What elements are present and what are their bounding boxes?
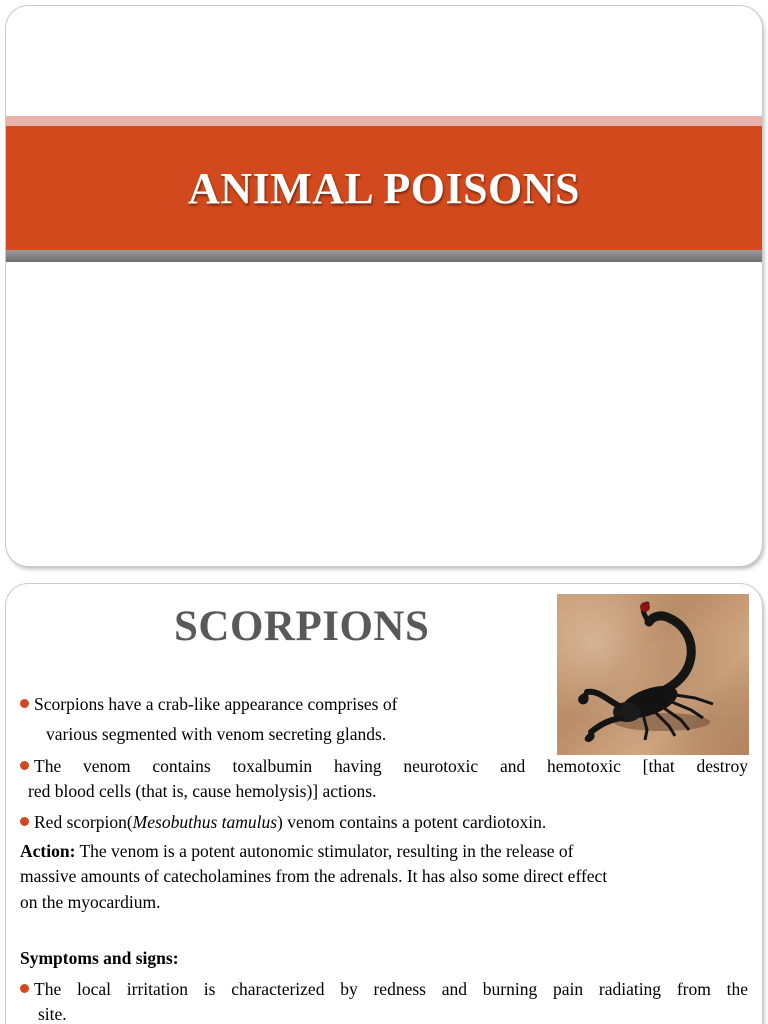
title-band-shadow-stripe — [6, 250, 762, 262]
species-name: Mesobuthus tamulus — [132, 812, 278, 832]
scorpions-slide — [6, 584, 762, 1024]
bullet-dot-icon — [20, 761, 29, 770]
bullet-1-line-1: Scorpions have a crab-like appearance comprises of — [34, 694, 398, 714]
slide-title: ANIMAL POISONS — [187, 163, 581, 213]
bullet-dot-icon — [20, 984, 29, 993]
bullet-2-line-2: red blood cells (that is, cause hemolysis)] actions. — [28, 781, 377, 801]
action-line-1: The venom is a potent autonomic stimulator, resulting in the release of — [75, 841, 574, 861]
bullet-3-pre: Red scorpion( — [34, 812, 133, 832]
symptoms-bullet-line-1: The local irritation is characterized by redness and burning pain radiating from the — [34, 979, 748, 999]
symptoms-bullet-line-2: site. — [38, 1004, 67, 1024]
slide-heading: SCORPIONS — [174, 603, 430, 650]
action-label: Action: — [20, 841, 76, 861]
scorpion-photo — [557, 594, 749, 755]
title-band — [6, 126, 762, 250]
bullet-2-line-1: The venom contains toxalbumin having neurotoxic and hemotoxic [that destroy — [34, 756, 748, 776]
bullet-1-line-2: various segmented with venom secreting glands. — [46, 724, 387, 744]
title-slide — [6, 6, 762, 566]
scorpion-image — [557, 594, 749, 755]
bullet-dot-icon — [20, 699, 29, 708]
title-band-top-stripe — [6, 116, 762, 126]
symptoms-heading: Symptoms and signs: — [20, 948, 179, 968]
bullet-3-post: ) venom contains a potent cardiotoxin. — [277, 812, 547, 832]
action-line-2: massive amounts of catecholamines from the adrenals. It has also some direct effect — [20, 866, 608, 886]
bullet-dot-icon — [20, 817, 29, 826]
action-line-3: on the myocardium. — [20, 892, 161, 912]
